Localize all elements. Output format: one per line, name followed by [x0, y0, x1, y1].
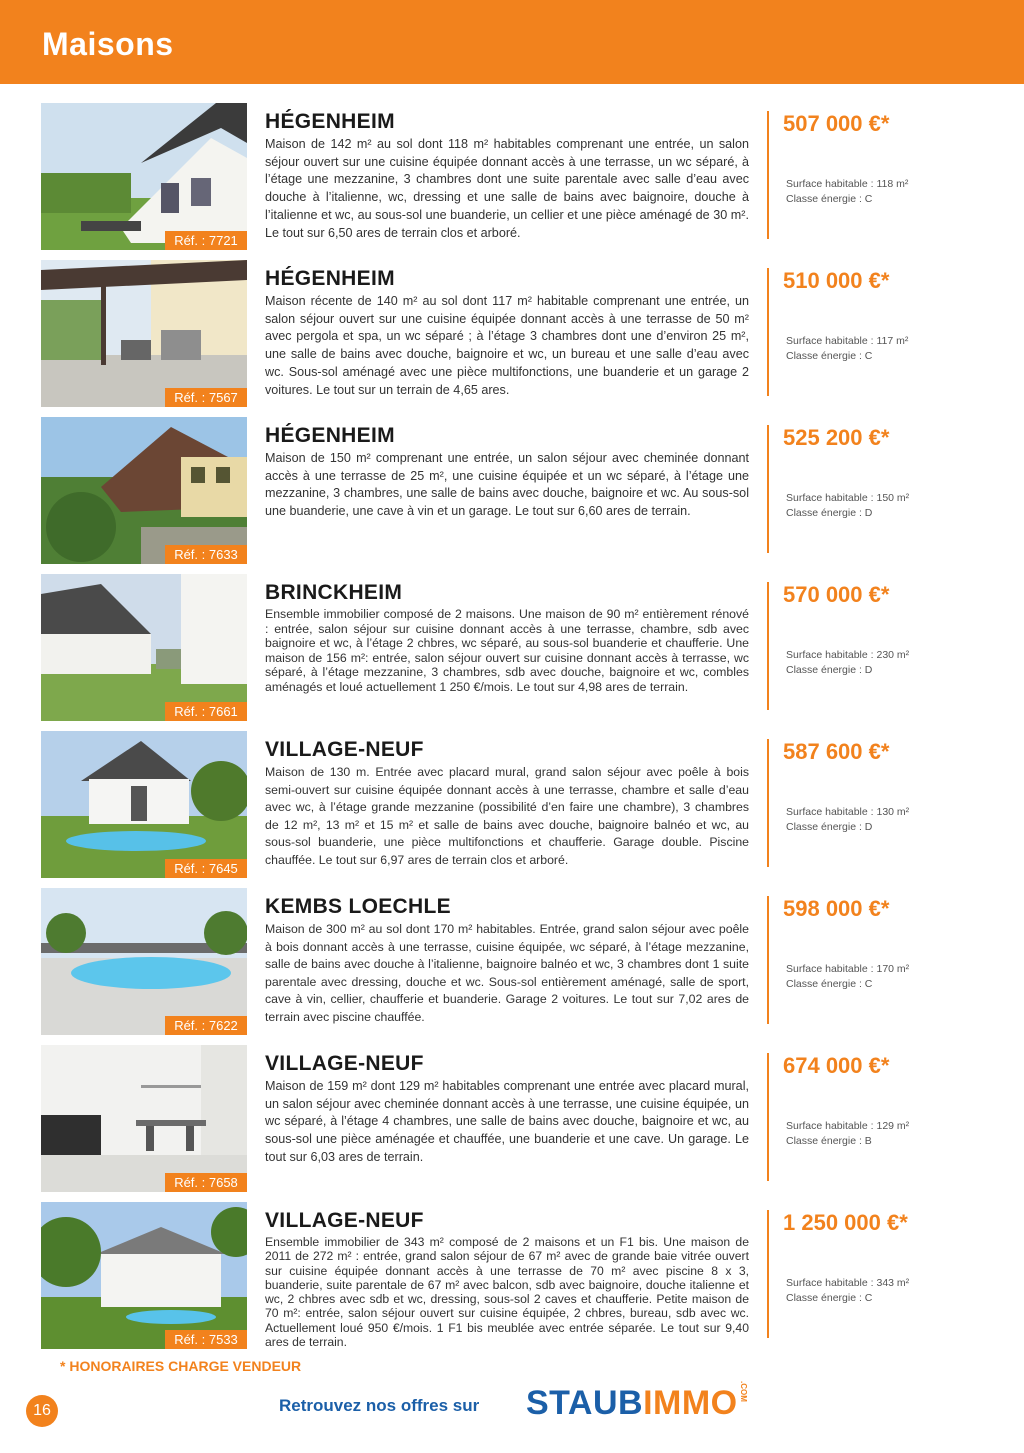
divider [767, 425, 769, 553]
page-number: 16 [26, 1395, 58, 1427]
listing-description: Maison de 142 m² au sol dont 118 m² habitables comprenant une entrée, un salon séjour ouvert sur une cuisine équipée donnant accès à une terrasse, un wc séparé, à l’étage une mezzanine, 3 chambres dont une suite parentale avec salle d’eau avec douche à l’italienne, wc, dressing et une salle de bains avec baignoire, douche à l’italienne et wc, au sous-sol une buanderie, un cellier et une pièce aménagé de 30 m². Le tout sur 6,50 ares de terrain clos et arboré. [265, 137, 749, 240]
reference-badge: Réf. : 7645 [165, 859, 247, 878]
listing-town: VILLAGE-NEUF [265, 1052, 424, 1075]
listing-surface: Surface habitable : 117 m² [786, 335, 909, 347]
logo-text-immo: IMMO [643, 1384, 738, 1422]
divider [767, 268, 769, 396]
divider [767, 582, 769, 710]
property-photo[interactable] [41, 1202, 247, 1349]
staubimmo-logo[interactable] [526, 1381, 759, 1424]
divider [767, 111, 769, 239]
listing-energy-class: Classe énergie : D [786, 664, 873, 676]
listing-price: 674 000 €* [783, 1053, 890, 1078]
listing-price: 1 250 000 €* [783, 1210, 908, 1235]
divider [767, 739, 769, 867]
listing-card[interactable] [0, 731, 1024, 878]
listing-surface: Surface habitable : 130 m² [786, 806, 910, 818]
listing-card[interactable] [0, 574, 1024, 721]
listing-town: HÉGENHEIM [265, 424, 395, 447]
listing-town: HÉGENHEIM [265, 110, 395, 133]
property-photo[interactable] [41, 417, 247, 564]
listing-description: Maison de 300 m² au sol dont 170 m² habitables. Entrée, grand salon séjour avec poêle à bois donnant accès à une terrasse, cuisine équipée, wc séparé, à l’étage mezzanine, salle de bains avec douche à l’italienne, baignoire balnéo et wc, 3 chambres dont 1 suite parentale avec dressing, douche et wc. Sous-sol entièrement aménagé, salle de sport, cave à vin, cellier, chaufferie et buanderie. Garage 2 voitures. Le tout sur 7,02 ares de terrain avec piscine chauffée. [265, 922, 749, 1024]
listing-energy-class: Classe énergie : C [786, 978, 873, 990]
listing-energy-class: Classe énergie : B [786, 1135, 872, 1147]
listing-price: 525 200 €* [783, 425, 890, 450]
listing-surface: Surface habitable : 118 m² [786, 178, 909, 190]
offers-tagline: Retrouvez nos offres sur [279, 1396, 480, 1415]
reference-badge: Réf. : 7658 [165, 1173, 247, 1192]
listing-town: VILLAGE-NEUF [265, 738, 424, 761]
listing-town: HÉGENHEIM [265, 267, 395, 290]
listing-energy-class: Classe énergie : D [786, 821, 873, 833]
listing-description: Maison de 150 m² comprenant une entrée, un salon séjour avec cheminée donnant accès à une terrasse de 25 m², une cuisine équipée et un wc séparé, à l’étage une mezzanine, 3 chambres, une salle de bains avec douche, baignoire et wc. Au sous-sol une buanderie, une cave à vin et un garage. Le tout sur 6,60 ares de terrain. [265, 451, 749, 519]
divider [767, 1053, 769, 1181]
reference-badge: Réf. : 7567 [165, 388, 247, 407]
reference-badge: Réf. : 7622 [165, 1016, 247, 1035]
listing-energy-class: Classe énergie : C [786, 1292, 873, 1304]
listing-energy-class: Classe énergie : D [786, 507, 873, 519]
listing-card[interactable] [0, 260, 1024, 407]
property-photo[interactable] [41, 731, 247, 878]
listing-card[interactable] [0, 1045, 1024, 1192]
listing-price: 587 600 €* [783, 739, 890, 764]
logo-text-staub: STAUB [526, 1384, 644, 1422]
listing-surface: Surface habitable : 150 m² [786, 492, 910, 504]
listing-card[interactable] [0, 888, 1024, 1035]
listing-surface: Surface habitable : 230 m² [786, 649, 910, 661]
listing-surface: Surface habitable : 129 m² [786, 1120, 910, 1132]
listing-town: KEMBS LOECHLE [265, 895, 451, 918]
listing-card[interactable] [0, 1202, 1024, 1349]
divider [767, 1210, 769, 1338]
property-photo[interactable] [41, 1045, 247, 1192]
reference-badge: Réf. : 7533 [165, 1330, 247, 1349]
property-photo[interactable] [41, 260, 247, 407]
listing-energy-class: Classe énergie : C [786, 193, 873, 205]
listing-surface: Surface habitable : 343 m² [786, 1277, 910, 1289]
listing-town: VILLAGE-NEUF [265, 1209, 424, 1232]
divider [767, 896, 769, 1024]
listing-price: 570 000 €* [783, 582, 890, 607]
listing-description: Maison de 130 m. Entrée avec placard mural, grand salon séjour avec poêle à bois semi-ouvert sur cuisine équipée donnant accès à une terrasse, chambre et salle d’eau avec wc, à l’étage grande mezzanine (possibilité d’en faire une chambre), 3 chambres de 12 m², 13 m² et 15 m² et salle de bains avec douche, baignoire balnéo et wc, au sous-sol buanderie, une pièce multifonctions et chaufferie. Garage double. Piscine chauffée. Le tout sur 6,97 ares de terrain clos et arboré. [265, 765, 749, 867]
reference-badge: Réf. : 7633 [165, 545, 247, 564]
property-photo[interactable] [41, 574, 247, 721]
listing-description: Ensemble immobilier de 343 m² composé de 2 maisons et un F1 bis. Une maison de 2011 de 272 m² : entrée, grand salon séjour de 67 m² avec de grande baie vitrée ouvert sur cuisine équipée donnant accès à une terrasse de 70 m² avec piscine 8 x 3, buanderie, suite parentale de 67 m² avec balcon, sdb avec baignoire, douche italienne et wc, 2 chbres avec sdb et wc, dressing, sous-sol 2 caves et chaufferie. Petite maison de 70 m²: entrée, salon séjour ouvert sur cuisine équipée, 2 chbres, bureau, sdb avec wc. Actuellement loué 950 €/mois. 1 F1 bis meublée avec entrée séparée. Le tout sur 9,40 ares de terrain. [265, 1235, 749, 1350]
listing-surface: Surface habitable : 170 m² [786, 963, 910, 975]
page-header [0, 0, 1024, 84]
listing-description: Ensemble immobilier composé de 2 maisons. Une maison de 90 m² entièrement rénové : entrée, salon séjour sur cuisine donnant accès à une terrasse, chambre, sdb avec baignoire et wc, à l’étage 2 chbres, wc séparé, au sous-sol buanderie et chaufferie. Une maison de 156 m²: entrée, salon séjour ouvert sur cuisine donnant accès à terrasse, wc séparé, à l’étage mezzanine, 3 chambres, sdb avec douche, baignoire et wc, combles aménagés et loué actuellement 1 250 €/mois. Le tout sur 4,98 ares de terrain. [265, 607, 749, 694]
listing-card[interactable] [0, 417, 1024, 564]
listing-description: Maison de 159 m² dont 129 m² habitables comprenant une entrée avec placard mural, un salon séjour avec cheminée donnant accès à une terrasse, une cuisine équipée, un wc séparé, à l’étage 4 chambres, une salle de bains avec douche, baignoire et wc, au sous-sol une pièce aménagée et chauffée, une buanderie et une cave. Un garage. Le tout sur 6,03 ares de terrain. [265, 1079, 749, 1164]
listing-price: 510 000 €* [783, 268, 890, 293]
logo-text-com: .COM [738, 1381, 748, 1402]
property-photo[interactable] [41, 103, 247, 250]
listing-price: 507 000 €* [783, 111, 890, 136]
listing-energy-class: Classe énergie : C [786, 350, 873, 362]
listing-card[interactable] [0, 103, 1024, 250]
listing-description: Maison récente de 140 m² au sol dont 117 m² habitable comprenant une entrée, un salon séjour ouvert sur une cuisine équipée donnant accès à une terrasse de 50 m² avec pergola et spa, un wc séparé ; à l’étage 3 chambres dont une d’environ 25 m², une salle de bains avec douche, baignoire et wc, un bureau et une salle d’eau avec wc. Sous-sol aménagé avec une pièce multifonctions, une buanderie et un garage 2 voitures. Le tout sur un terrain de 4,65 ares. [265, 294, 749, 397]
property-photo[interactable] [41, 888, 247, 1035]
reference-badge: Réf. : 7661 [165, 702, 247, 721]
section-title: Maisons [42, 26, 174, 62]
listing-price: 598 000 €* [783, 896, 890, 921]
fees-footnote: * HONORAIRES CHARGE VENDEUR [60, 1358, 302, 1374]
reference-badge: Réf. : 7721 [165, 231, 247, 250]
listing-town: BRINCKHEIM [265, 581, 403, 604]
